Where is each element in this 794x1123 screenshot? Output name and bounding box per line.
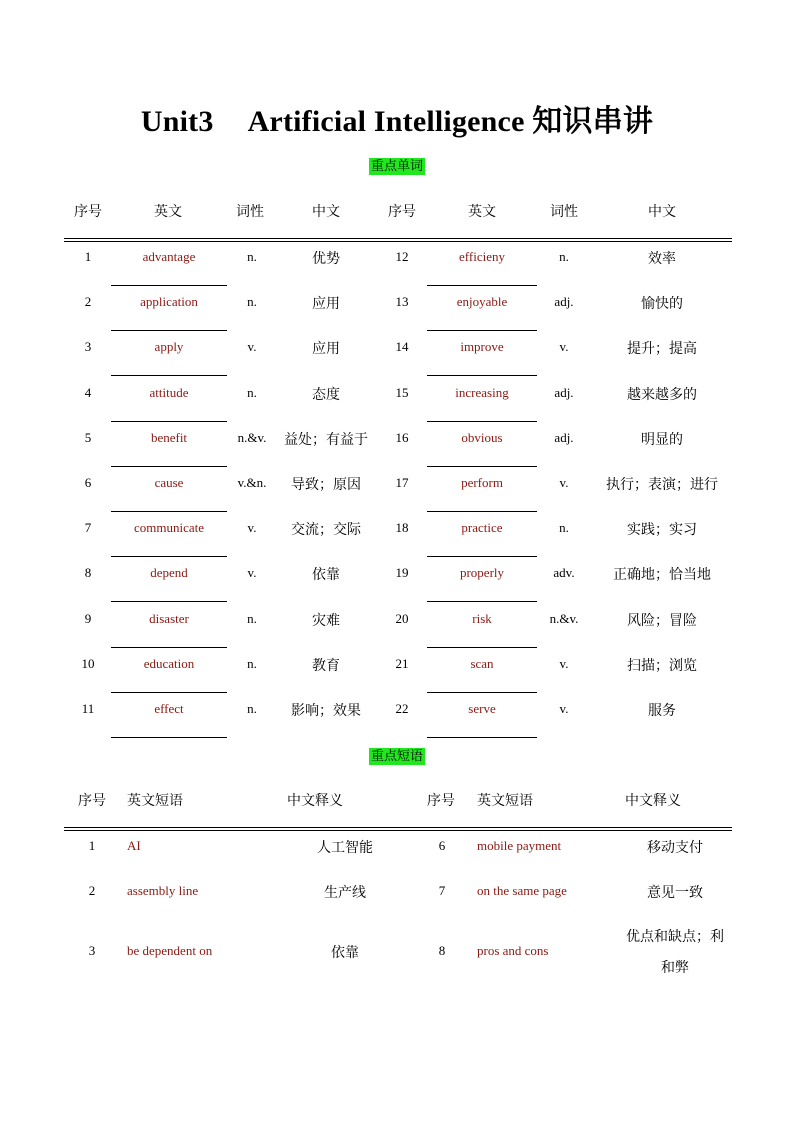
vocab-pos: v. [559,655,569,671]
vocab-pos: v. [247,520,257,536]
vocab-num: 11 [81,701,95,716]
phrase-num: 1 [88,838,96,853]
phrase-meaning: 意见一致 [647,885,703,901]
vocab-underline [427,421,537,422]
vocab-word: benefit [150,429,188,445]
vocab-meaning: 扫描；浏览 [627,657,697,674]
vocab-underline [427,375,537,376]
phrase-meaning: 依靠 [331,945,359,961]
vocab-meaning: 应用 [312,341,340,358]
vocab-pos: v. [247,565,257,581]
vocab-word: practice [461,520,503,536]
vocab-word: apply [154,339,184,355]
phrase-badge: 重点短语 [370,749,423,764]
vocab-num: 17 [395,475,409,490]
vocab-pos: v. [559,339,569,355]
vocab-word: increasing [455,384,509,400]
vocab-num: 4 [84,384,92,400]
vocab-num: 6 [84,475,92,490]
vocab-pos: adj. [554,384,574,400]
phrase-meaning: 和弊 [661,960,689,976]
vocab-meaning: 优势 [312,251,340,267]
vocab-meaning: 风险；冒险 [627,612,697,629]
vocab-num: 20 [395,610,409,626]
phrase-col-header: 英文短语 [477,793,533,809]
vocab-underline [427,511,537,512]
vocab-num: 5 [84,429,92,445]
vocab-pos: n. [247,294,257,310]
phrase-meaning: 人工智能 [317,840,373,856]
vocab-num: 16 [395,429,409,445]
vocab-num: 19 [395,565,409,581]
vocab-meaning: 提升；提高 [627,341,697,358]
phrase-meaning: 移动支付 [647,840,703,856]
vocab-meaning: 正确地；恰当地 [613,567,711,584]
vocab-pos: n. [559,249,569,264]
phrase-col-header: 序号 [78,793,106,809]
vocab-underline [427,330,537,331]
vocab-underline [427,647,537,648]
vocab-num: 15 [395,384,409,400]
vocab-meaning: 依靠 [312,567,340,584]
vocab-underline [111,330,227,331]
vocab-pos: n.&v. [237,429,267,445]
vocab-meaning: 执行；表演；进行 [606,477,718,493]
vocab-num: 14 [395,339,409,355]
vocab-pos: v. [247,339,257,355]
vocab-underline [111,421,227,422]
vocab-num: 18 [395,520,409,536]
vocab-word: advantage [142,249,196,264]
vocab-word: education [143,655,195,671]
vocab-num: 3 [84,339,92,355]
vocab-underline [111,375,227,376]
phrase-text: assembly line [127,883,199,898]
vocab-num: 13 [395,294,409,310]
vocab-word: depend [150,565,188,581]
phrase-text: on the same page [477,883,567,898]
vocab-col-header: 序号 [74,204,102,220]
vocab-pos: n.&v. [549,610,579,626]
vocab-underline [427,285,537,286]
vocab-col-header: 词性 [550,204,578,220]
vocab-underline [427,601,537,602]
vocab-underline [427,737,537,738]
vocab-pos: n. [247,384,257,400]
vocab-underline [427,466,537,467]
vocab-col-header: 英文 [468,204,496,220]
vocab-pos: v. [559,701,569,716]
vocab-underline [111,737,227,738]
vocab-word: properly [459,565,505,581]
vocab-num: 8 [84,565,92,581]
vocab-word: serve [468,701,496,716]
vocab-col-header: 中文 [648,204,676,220]
vocab-num: 22 [395,701,409,716]
vocab-underline [111,692,227,693]
vocab-meaning: 应用 [312,296,340,313]
vocab-meaning: 明显的 [641,431,683,448]
vocab-col-header: 词性 [236,204,264,220]
vocab-underline [111,466,227,467]
vocab-word: enjoyable [456,294,508,310]
vocab-col-header: 序号 [388,204,416,220]
vocab-pos: adj. [554,429,574,445]
vocab-num: 12 [395,249,409,264]
vocab-word: communicate [133,520,205,536]
vocab-underline [111,647,227,648]
vocab-meaning: 交流；交际 [291,522,361,539]
vocab-meaning: 实践；实习 [627,522,697,539]
phrase-col-header: 英文短语 [127,793,183,809]
vocab-underline [111,601,227,602]
vocab-meaning: 愉快的 [641,296,683,313]
vocab-pos: n. [559,520,569,536]
vocab-num: 7 [84,520,92,536]
phrase-col-header: 中文释义 [287,793,343,809]
vocab-word: obvious [461,429,503,445]
phrase-col-header: 中文释义 [625,793,681,809]
phrase-col-header: 序号 [427,793,455,809]
vocab-pos: n. [247,249,257,264]
vocab-num: 21 [395,655,409,671]
vocab-pos: v.&n. [237,475,267,490]
vocab-pos: n. [247,610,257,626]
vocab-meaning: 教育 [312,657,340,674]
vocab-pos: adj. [554,294,574,310]
vocab-underline [427,556,537,557]
vocab-meaning: 灾难 [312,612,340,629]
phrase-num: 7 [438,883,446,898]
phrase-text: be dependent on [127,943,213,958]
vocab-meaning: 效率 [648,251,676,267]
vocab-col-header: 英文 [154,204,182,220]
vocab-word: attitude [149,384,189,400]
vocab-underline [111,285,227,286]
vocab-word: cause [154,475,184,490]
vocab-meaning: 影响；效果 [291,703,361,719]
vocab-word: improve [460,339,504,355]
vocab-word: application [140,294,198,310]
phrase-rule-top [64,827,732,828]
phrase-meaning: 生产线 [324,885,366,901]
vocab-meaning: 导致；原因 [291,477,361,493]
vocab-num: 1 [84,249,92,264]
vocab-meaning: 态度 [312,386,340,403]
vocab-word: effect [154,701,184,716]
page-title: Unit3 Artificial Intelligence 知识串讲 [140,104,654,139]
vocab-underline [111,511,227,512]
vocab-num: 2 [84,294,92,310]
phrase-num: 2 [88,883,96,898]
vocab-badge: 重点单词 [370,159,423,174]
vocab-underline [111,556,227,557]
phrase-num: 3 [88,943,96,958]
vocab-word: scan [470,655,494,671]
phrase-text: mobile payment [477,838,562,853]
vocab-word: risk [472,610,492,626]
vocab-rule-bottom [64,241,732,242]
vocab-underline [427,692,537,693]
vocab-num: 9 [84,610,92,626]
phrase-text: AI [127,838,141,853]
vocab-pos: n. [247,655,257,671]
vocab-pos: adv. [553,565,575,581]
phrase-meaning: 优点和缺点；利 [626,929,724,945]
vocab-pos: n. [247,701,257,716]
vocab-col-header: 中文 [312,204,340,220]
vocab-meaning: 益处；有益于 [284,431,368,448]
vocab-pos: v. [559,475,569,490]
vocab-num: 10 [81,655,95,671]
phrase-rule-bottom [64,830,732,831]
vocab-rule-top [64,238,732,239]
vocab-meaning: 越来越多的 [627,386,697,403]
vocab-word: efficieny [459,249,505,264]
phrase-text: pros and cons [477,943,549,958]
vocab-word: disaster [149,610,189,626]
vocab-meaning: 服务 [648,703,676,719]
phrase-num: 6 [438,838,446,853]
phrase-num: 8 [438,943,446,958]
vocab-word: perform [461,475,503,490]
